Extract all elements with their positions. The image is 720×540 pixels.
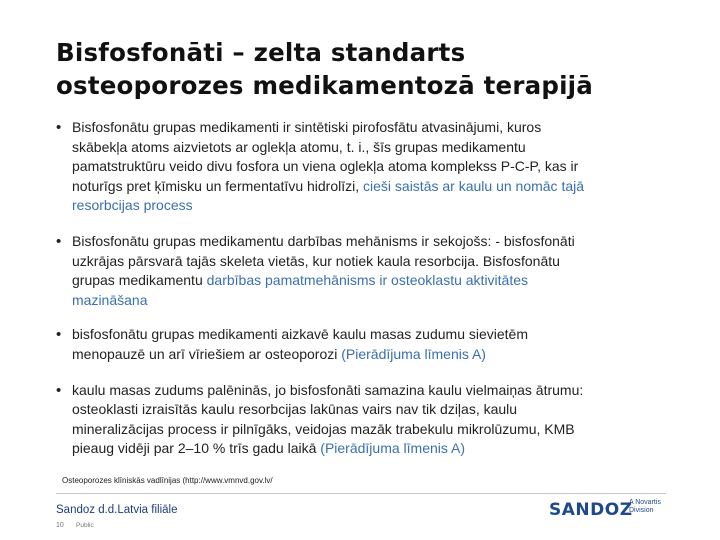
logo-subtitle-line-2: Division <box>629 507 654 514</box>
logo-subtitle <box>629 499 669 515</box>
bullet-item <box>56 325 686 364</box>
bullet-dot: • <box>56 119 62 136</box>
bullet-line: bisfosfonātu grupas medikamenti aizkavē kaulu masas zudumu sievietēm <box>72 326 529 343</box>
bullet-item <box>56 232 686 310</box>
bullet-line: skābekļa atoms aizvietots ar oglekļa atomu, t. i., šīs grupas medikamentu <box>72 138 526 155</box>
slide-title <box>56 36 696 102</box>
bullet-line: pamatstruktūru veido divu fosfora un viena oglekļa atoma komplekss P-C-P, kas ir <box>72 158 579 175</box>
bullet-line <box>72 439 686 459</box>
bullet-line: Bisfosfonātu grupas medikamentu darbības mehānisms ir sekojošs: - bisfosfonāti <box>72 232 575 249</box>
bullet-dot: • <box>56 381 62 399</box>
source-citation: Osteoporozes klīniskās vadlīnijas (http://www.vmnvd.gov.lv/ <box>62 476 273 485</box>
bullet-text: pieaug vidēji par 2–10 % trīs gadu laikā <box>72 440 321 457</box>
sandoz-logo <box>549 498 669 522</box>
slide-title-line-1: Bisfosfonāti – zelta standarts <box>56 38 466 67</box>
highlighted-text: (Pierādījuma līmenis A) <box>341 345 486 362</box>
bullet-text: noturīgs pret ķīmisku un fermentatīvu hidrolīzi, <box>72 177 364 194</box>
company-name: Sandoz d.d.Latvia filiāle <box>56 504 178 516</box>
classification-label: Public <box>76 522 94 529</box>
logo-subtitle-line-1: A Novartis <box>629 499 661 506</box>
page-number: 10 <box>56 522 64 529</box>
bullet-text: grupas medikamentu <box>72 272 207 289</box>
bullet-line <box>72 345 686 365</box>
bullet-item <box>56 381 686 459</box>
bullet-dot: • <box>56 232 62 250</box>
highlighted-text: mazināšana <box>72 291 148 308</box>
highlighted-text: (Pierādījuma līmenis A) <box>320 440 465 457</box>
bullet-line: kaulu masas zudums palēninās, jo bisfosfonāti samazina kaulu vielmaiņas ātrumu: <box>72 381 584 398</box>
bullet-line: uzkrājas pārsvarā tajās skeleta vietās, kur notiek kaula resorbcija. Bisfosfonātu <box>72 252 560 269</box>
bullet-line: mineralizācijas process ir pilnīgāks, veidojas mazāk trabekulu mikrolūzumu, KMB <box>72 420 575 437</box>
bullet-list <box>56 118 686 459</box>
bullet-text: menopauzē un arī vīriešiem ar osteoporozi <box>72 345 342 362</box>
highlighted-text: cieši saistās ar kaulu un nomāc tajā <box>363 177 585 194</box>
bullet-line: osteoklasti izraisītās kaulu resorbcijas lakūnas vairs nav tik dziļas, kaulu <box>72 401 518 418</box>
bullet-line <box>72 271 686 291</box>
logo-wordmark: SANDOZ <box>549 500 633 520</box>
bullet-line: Bisfosfonātu grupas medikamenti ir sintētiski pirofosfātu atvasinājumi, kuros <box>72 119 542 135</box>
bullet-line <box>72 177 686 197</box>
bullet-item <box>56 118 686 216</box>
bullet-dot: • <box>56 326 62 344</box>
highlighted-text: resorbcijas process <box>72 197 193 214</box>
slide-title-line-2: osteoporozes medikamentozā terapijā <box>56 71 594 100</box>
footer-divider <box>56 493 666 494</box>
highlighted-text: darbības pamatmehānisms ir osteoklastu aktivitātes <box>206 272 529 289</box>
